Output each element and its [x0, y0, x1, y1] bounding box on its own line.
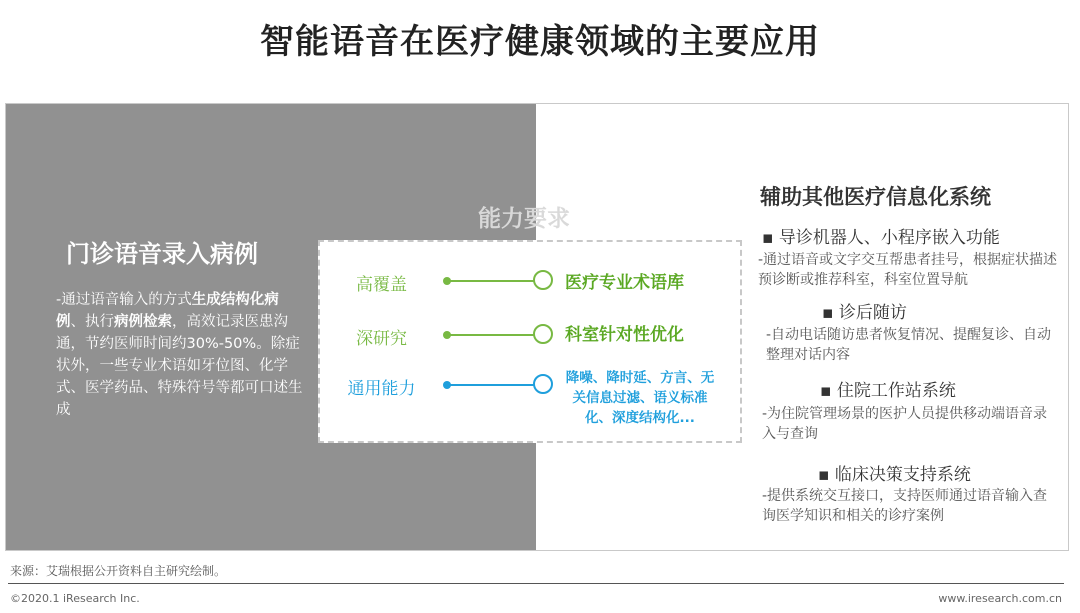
- right-section-desc: -为住院管理场景的医护人员提供移动端语音录入与查询: [762, 406, 1048, 442]
- left-description: [56, 289, 306, 421]
- capability-label: 通用能力: [347, 379, 416, 399]
- left-desc-part: -通过语音输入的方式: [56, 292, 192, 308]
- right-section-title: ▪ 临床决策支持系统: [818, 465, 971, 485]
- target-ring-icon: [533, 374, 553, 394]
- target-ring-icon: [533, 324, 553, 344]
- center-heading: 能力要求: [478, 206, 570, 232]
- target-ring-icon: [533, 270, 553, 290]
- connector-line: [445, 280, 535, 282]
- connector-dot: [443, 331, 451, 339]
- right-section-title: ▪ 住院工作站系统: [820, 381, 956, 401]
- capability-value: 科室针对性优化: [565, 325, 684, 345]
- right-section-desc: -自动电话随访患者恢复情况、提醒复诊、自动整理对话内容: [766, 327, 1052, 363]
- source-note: 来源：艾瑞根据公开资料自主研究绘制。: [10, 564, 227, 578]
- right-section-title: ▪ 导诊机器人、小程序嵌入功能: [762, 228, 1000, 248]
- left-desc-bold: 病例检索: [114, 314, 172, 330]
- capability-row: [320, 370, 744, 426]
- capability-value: 降噪、降时延、方言、无关信息过滤、语义标准化、深度结构化...: [565, 370, 715, 426]
- capability-row: [320, 266, 744, 296]
- connector-line: [445, 384, 535, 386]
- capability-row: [320, 320, 744, 350]
- left-desc-part: ，高效记录医患沟通，节约医师时间约30%-50%。除症状外，一些专业术语如牙位图、化学式、医学药品、特殊符号等都可口述生成: [56, 314, 303, 418]
- capability-box: [318, 240, 742, 443]
- page-title: 智能语音在医疗健康领域的主要应用: [260, 22, 820, 62]
- copyright-text: ©2020.1 iResearch Inc.: [10, 592, 140, 605]
- footer-divider: [8, 583, 1064, 584]
- left-desc-part: 、执行: [70, 314, 114, 330]
- capability-value: 医疗专业术语库: [565, 273, 684, 293]
- connector-line: [445, 334, 535, 336]
- capability-label: 深研究: [356, 329, 407, 349]
- right-section-desc: -通过语音或文字交互帮患者挂号，根据症状描述预诊断或推荐科室，科室位置导航: [758, 252, 1058, 288]
- left-desc-bold: 生成结构化病例: [56, 292, 279, 330]
- connector-dot: [443, 381, 451, 389]
- capability-label: 高覆盖: [356, 275, 407, 295]
- right-heading: 辅助其他医疗信息化系统: [760, 185, 991, 209]
- right-section-desc: -提供系统交互接口，支持医师通过语音输入查询医学知识和相关的诊疗案例: [762, 488, 1048, 524]
- right-section-title: ▪ 诊后随访: [822, 303, 907, 323]
- website-text: www.iresearch.com.cn: [938, 592, 1062, 605]
- connector-dot: [443, 277, 451, 285]
- left-heading: 门诊语音录入病例: [66, 240, 258, 268]
